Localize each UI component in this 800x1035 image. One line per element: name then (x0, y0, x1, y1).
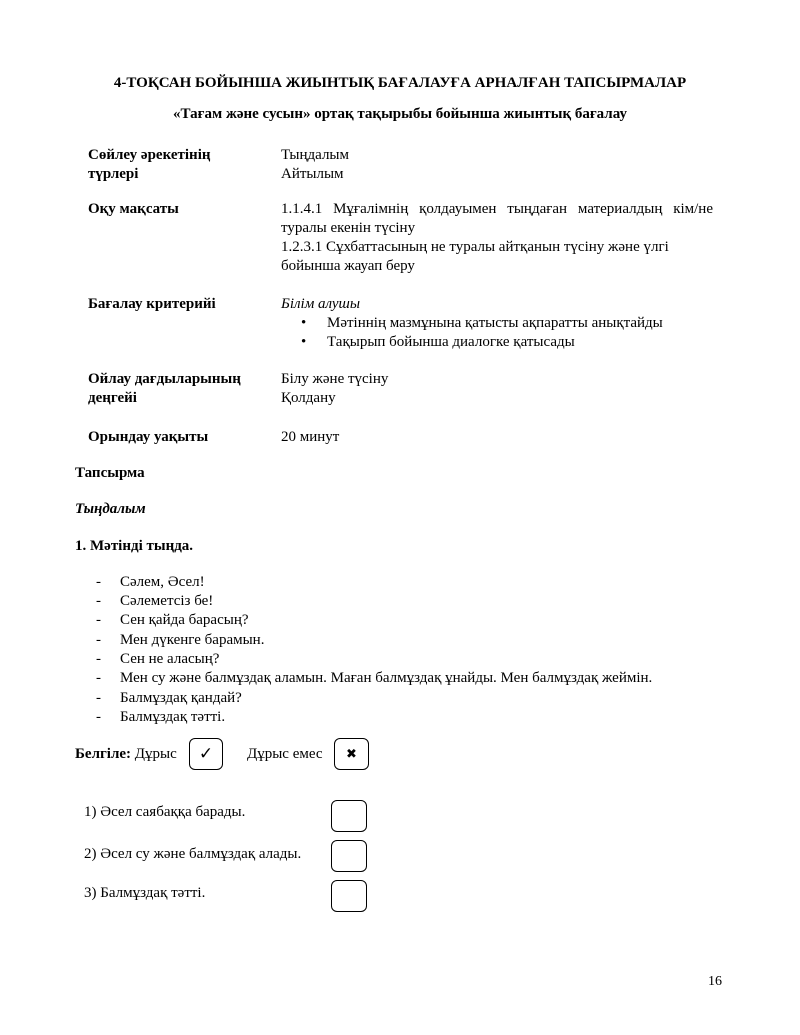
value-thinking-level: Білу және түсіну Қолдану (281, 371, 389, 406)
document-subtitle: «Тағам және сусын» ортақ тақырыбы бойынша жиынтық бағалау (173, 106, 627, 122)
dialogue-line: - Балмұздақ қандай? (96, 690, 242, 706)
dialogue-line: - Мен дүкенге барамын. (96, 632, 265, 648)
label-thinking-level: Ойлау дағдыларының деңгейі (88, 371, 241, 406)
label-assessment-criteria: Бағалау критерийі (88, 296, 216, 312)
label-learning-objectives: Оқу мақсаты (88, 201, 179, 217)
dialogue-line: - Мен су және балмұздақ аламын. Маған балмұздақ ұнайды. Мен балмұздақ жеймін. (96, 670, 653, 686)
dialogue-line: - Сәлем, Әсел! (96, 574, 205, 590)
answer-box[interactable] (331, 800, 367, 832)
mark-legend: Белгіле: Дұрыс (75, 746, 177, 762)
label-speech-activity: Сөйлеу әрекетінің түрлері (88, 147, 211, 182)
statement-item: 3) Балмұздақ тәтті. (84, 885, 206, 901)
answer-box[interactable] (331, 840, 367, 872)
exercise-title: 1. Мәтінді тыңда. (75, 538, 194, 554)
checkmark-icon: ✓ (198, 744, 214, 764)
bullet-icon: • (301, 334, 307, 350)
task-heading: Тапсырма (75, 465, 145, 481)
listening-heading: Тыңдалым (75, 501, 146, 517)
value-speech-activity: Тыңдалым Айтылым (281, 147, 349, 182)
dialogue-line: - Сен қайда барасың? (96, 612, 249, 628)
cross-icon: ✖ (346, 746, 357, 762)
statement-item: 1) Әсел саябаққа барады. (84, 804, 246, 820)
bullet-icon: • (301, 315, 307, 331)
page-number: 16 (708, 974, 722, 989)
value-learning-objectives: 1.1.4.1 Мұғалімнің қолдауымен тыңдаған материалдың кім/не туралы екенін түсіну 1.2.3.1 Сұхбаттасының не туралы айтқанын түсіну және үлгі бойынша жауап беру (281, 201, 713, 274)
dialogue-line: - Балмұздақ тәтті. (96, 709, 226, 725)
criteria-intro: Білім алушы (281, 296, 361, 312)
label-execution-time: Орындау уақыты (88, 429, 209, 445)
document-title: 4-ТОҚСАН БОЙЫНША ЖИЫНТЫҚ БАҒАЛАУҒА АРНАЛҒАН ТАПСЫРМАЛАР (113, 75, 687, 91)
dialogue-line: - Сен не аласың? (96, 651, 220, 667)
answer-box[interactable] (331, 880, 367, 912)
criteria-bullet: • Тақырып бойынша диалогке қатысады (301, 334, 575, 350)
correct-example-box (189, 738, 223, 770)
legend-incorrect: Дұрыс емес (247, 746, 323, 762)
incorrect-example-box (334, 738, 369, 770)
criteria-bullet: • Мәтіннің мазмұнына қатысты ақпаратты анықтайды (301, 315, 663, 331)
value-execution-time: 20 минут (281, 429, 340, 445)
dialogue-line: - Сәлеметсіз бе! (96, 593, 214, 609)
statement-item: 2) Әсел су және балмұздақ алады. (84, 846, 302, 862)
